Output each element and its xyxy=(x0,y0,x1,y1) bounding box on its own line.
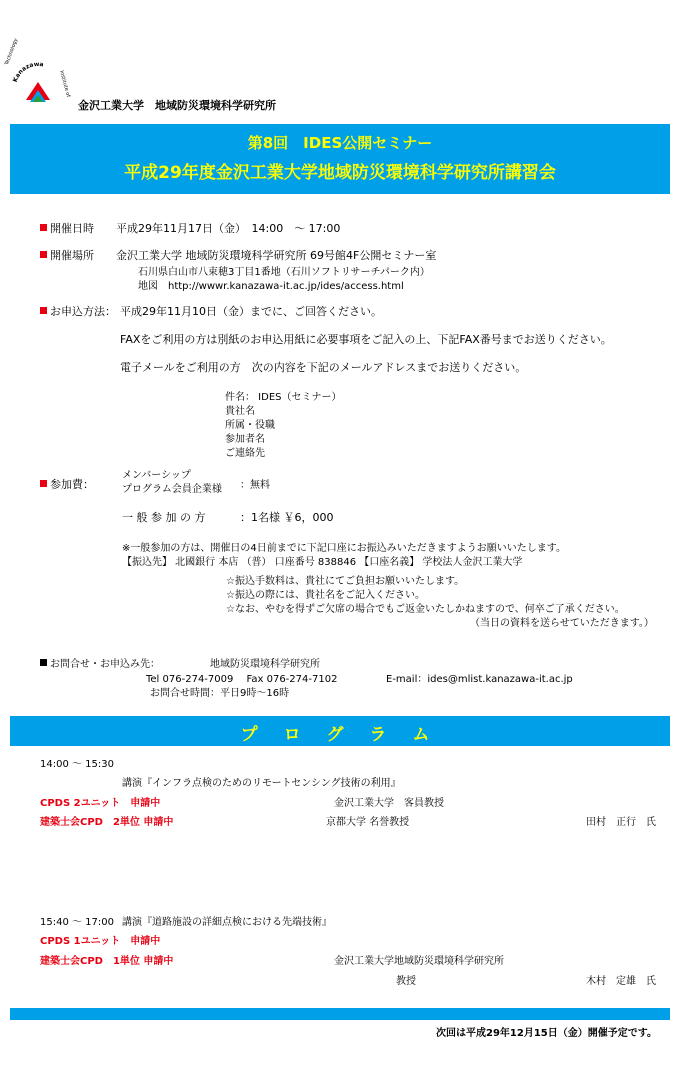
svg-text:Kanazawa xyxy=(12,61,44,83)
session1-architect: 建築士会CPD 2単位 申請中 xyxy=(40,817,174,828)
program-heading: プ ロ グ ラ ム xyxy=(240,725,440,745)
date-value: 平成29年11月17日（金） 14:00 ～ 17:00 xyxy=(116,222,341,235)
bullet-square-icon xyxy=(40,307,47,314)
session1-affil2: 京都大学 名誉教授 xyxy=(326,817,410,828)
contact-label: お問合せ・お申込み先： xyxy=(50,659,160,670)
session1-title: 講演『インフラ点検のためのリモートセンシング技術の利用』 xyxy=(122,778,401,789)
bank-note: （当日の資料を送らせていただきます。） xyxy=(470,618,654,629)
bullet-square-icon xyxy=(40,659,47,666)
seminar-title: 第8回 IDES公開セミナー xyxy=(247,134,433,152)
org-name: 金沢工業大学 地域防災環境科学研究所 xyxy=(78,99,276,112)
contact-org: 地域防災環境科学研究所 xyxy=(210,659,320,670)
apply-deadline: 平成29年11月10日（金）までに、ご回答ください。 xyxy=(120,305,382,318)
fee-general-value: ：1名様 ￥6，000 xyxy=(240,511,334,524)
session2-architect: 建築士会CPD 1単位 申請中 xyxy=(40,956,174,967)
session2-position: 教授 xyxy=(396,976,416,987)
venue-value: 金沢工業大学 地域防災環境科学研究所 69号館4F公開セミナー室 xyxy=(116,249,437,262)
session2-speaker: 木村 定雄 氏 xyxy=(586,976,656,987)
bottom-banner xyxy=(10,1008,670,1020)
session1-time: 14:00 ～ 15:30 xyxy=(40,759,114,770)
fee-member-value: ：無料 xyxy=(240,480,270,491)
venue-address: 石川県白山市八束穂3丁目1番地（石川ソフトリサーチパーク内） xyxy=(138,267,430,278)
apply-label: お申込方法： xyxy=(50,305,116,318)
logo-text-right: Institute of xyxy=(58,70,72,98)
form-item: 所属・役職 xyxy=(225,420,275,431)
bullet-square-icon xyxy=(40,224,47,231)
session2-cpds: CPDS 1ユニット 申請中 xyxy=(40,936,161,947)
date-row xyxy=(40,220,94,236)
form-item: 件名： IDES（セミナー） xyxy=(225,392,342,403)
date-label: 開催日時 xyxy=(50,222,94,235)
apply-fax: FAXをご利用の方は別紙のお申込用紙に必要事項をご記入の上、下記FAX番号までお送りください。 xyxy=(120,333,612,346)
fee-member-line2: プログラム会員企業様 xyxy=(122,484,222,495)
contact-email[interactable]: E-mail：ides@mlist.kanazawa-it.ac.jp xyxy=(386,674,573,685)
logo-text-top: Kanazawa xyxy=(11,60,44,84)
fee-member-line1: メンバーシップ xyxy=(122,470,191,481)
venue-label: 開催場所 xyxy=(50,249,94,262)
form-item: 参加者名 xyxy=(225,434,265,445)
next-seminar-notice: 次回は平成29年12月15日（金）開催予定です。 xyxy=(436,1028,657,1039)
session2-time: 15:40 ～ 17:00 xyxy=(40,917,114,928)
contact-row xyxy=(40,655,160,670)
bank-note: ☆なお、やむを得ずご欠席の場合でもご返金いたしかねますので、何卒ご了承ください。 xyxy=(226,604,625,615)
fee-note: ※一般参加の方は、開催日の4日前までに下記口座にお振込みいただきますようお願いいたします。 xyxy=(122,543,566,554)
session2-title: 講演『道路施設の詳細点検における先端技術』 xyxy=(122,917,332,928)
logo-text-left: Technology xyxy=(4,37,20,67)
contact-tel: Tel 076-274-7009 Fax 076-274-7102 xyxy=(146,674,338,685)
bullet-square-icon xyxy=(40,251,47,258)
fee-label: 参加費： xyxy=(50,478,94,491)
session1-speaker: 田村 正行 氏 xyxy=(586,817,656,828)
venue-row xyxy=(40,247,94,263)
bank-note: ☆振込手数料は、貴社にてご負担お願いいたします。 xyxy=(226,576,465,587)
session1-cpds: CPDS 2ユニット 申請中 xyxy=(40,798,161,809)
apply-email: 電子メールをご利用の方 次の内容を下記のメールアドレスまでお送りください。 xyxy=(120,361,527,374)
bank-note: ☆振込の際には、貴社名をご記入ください。 xyxy=(226,590,425,601)
session2-affil: 金沢工業大学地域防災環境科学研究所 xyxy=(334,956,504,967)
apply-row xyxy=(40,303,116,319)
bank-info: 【振込先】 北國銀行 本店 （普） 口座番号 838846 【口座名義】 学校法人金沢工業大学 xyxy=(122,557,523,568)
session1-affil1: 金沢工業大学 客員教授 xyxy=(334,798,444,809)
venue-map-link[interactable]: 地図 http://wwwr.kanazawa-it.ac.jp/ides/access.html xyxy=(138,281,404,292)
fee-row xyxy=(40,476,94,492)
seminar-subtitle: 平成29年度金沢工業大学地域防災環境科学研究所講習会 xyxy=(124,163,556,183)
form-item: ご連絡先 xyxy=(225,448,265,459)
contact-hours: お問合せ時間：平日9時～16時 xyxy=(150,688,290,699)
fee-general-label: 一 般 参 加 の 方 xyxy=(122,511,206,524)
bullet-square-icon xyxy=(40,480,47,487)
form-item: 貴社名 xyxy=(225,406,255,417)
kit-logo-icon xyxy=(10,58,66,114)
